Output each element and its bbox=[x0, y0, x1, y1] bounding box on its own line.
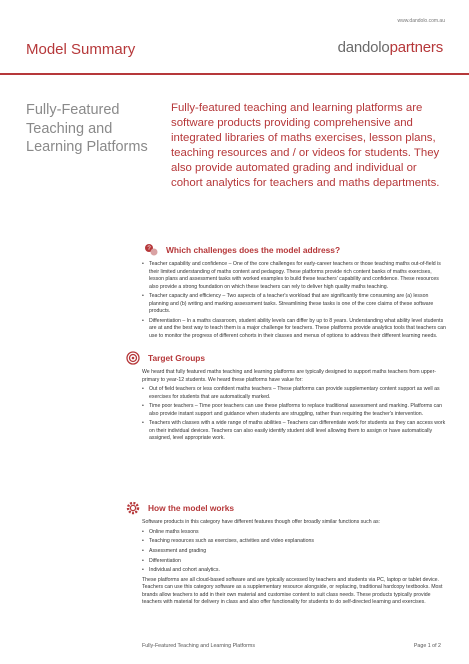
section-paragraph: Software products in this category have different features though offer broadly similar functions such as: bbox=[142, 519, 380, 525]
section-challenges bbox=[142, 242, 447, 343]
target-icon bbox=[124, 350, 142, 366]
section-how-it-works bbox=[142, 500, 447, 609]
list-item: • Time poor teachers – Time poor teachers can use these platforms to replace traditional assessment and marking. Platforms can also provide instant support and guidance when students are struggling, rather than requiring the teacher's intervention. bbox=[142, 403, 447, 418]
bullet-list bbox=[142, 386, 447, 443]
list-item: • Teachers with classes with a wide range of maths abilities – Teachers can differentiate work for students as they can access work on their individual devices. Teachers can also easily identify student skill level allowing them to assign or have automatically assigned, level appropriate work. bbox=[142, 420, 447, 443]
section-title: How the model works bbox=[148, 503, 235, 513]
list-item: • Teacher capability and confidence – One of the core challenges for early-career teachers or those teaching maths out-of-field is their limited understanding of maths content and pedagogy. These platforms provide rich content banks of maths exercises, lesson plans and assessment tasks with worked examples to build these teachers' capability and confidence. These resources also provide a strong foundation on which these teachers can rely to deliver high quality maths teaching. bbox=[142, 261, 447, 291]
footer-doc-title: Fully-Featured Teaching and Learning Platforms bbox=[142, 643, 255, 649]
intro-paragraph: Fully-featured teaching and learning platforms are software products providing comprehensive and integrated libraries of maths exercises, lesson plans, teaching resources and / or videos for students. They also provide automated grading and individual or cohort analytics for teachers and maths departments. bbox=[171, 102, 440, 189]
section-title: Which challenges does the model address? bbox=[166, 245, 341, 255]
list-item: • Online maths lessons bbox=[142, 529, 447, 537]
side-title: Fully-Featured Teaching and Learning Platforms bbox=[26, 102, 148, 155]
svg-text:?: ? bbox=[147, 246, 151, 252]
section-title: Target Groups bbox=[148, 353, 206, 363]
list-item: • Differentiation – In a maths classroom, student ability levels can differ by up to 8 years. Understanding what ability level students are at and the best way to teach them is a major challenge for teachers. These platforms provide analytics tools that teachers can use to monitor the progress of different cohorts in their classes and menus of options to address their different learning needs. bbox=[142, 318, 447, 341]
list-item: • Teaching resources such as exercises, activities and video explanations bbox=[142, 538, 447, 546]
section-header bbox=[124, 500, 447, 516]
list-item: • Assessment and grading bbox=[142, 548, 447, 556]
bullet-list bbox=[142, 529, 447, 575]
section-paragraph: We heard that fully featured maths teaching and learning platforms are typically designed to support maths teachers from upper-primary to year-12 students. We heard these platforms have value for: bbox=[142, 369, 437, 383]
logo-part-2: partners bbox=[389, 39, 443, 56]
section-header bbox=[142, 242, 447, 258]
section-header bbox=[124, 350, 447, 366]
company-logo bbox=[338, 39, 443, 56]
page-number: Page 1 of 2 bbox=[413, 643, 441, 649]
header-divider bbox=[0, 73, 469, 75]
list-item: • Individual and cohort analytics. bbox=[142, 567, 447, 575]
bullet-list bbox=[142, 261, 447, 340]
gear-icon bbox=[124, 500, 142, 516]
list-item: • Out of field teachers or less confident maths teachers – These platforms can provide supplementary content support as well as exercises for students that are automatically marked. bbox=[142, 386, 447, 401]
section-closing-paragraph: These platforms are all cloud-based software and are typically accessed by teachers and students via PC, laptop or tablet device. Teachers can use this category software as a supplementary resource alongside, or replacing, traditional hardcopy textbooks. Most brands allow teachers to add in their own material and customise content to suit class needs. These products typically provide teachers with material for delivery in class and also offer functionality for students to do self-directed learning and exercises. bbox=[142, 576, 443, 606]
website-url[interactable]: www.dandolo.com.au bbox=[397, 18, 445, 24]
section-target-groups bbox=[142, 350, 447, 445]
question-icon bbox=[142, 242, 160, 258]
list-item: • Differentiation bbox=[142, 558, 447, 566]
logo-part-1: dandolo bbox=[337, 39, 390, 56]
page-title: Model Summary bbox=[26, 41, 136, 58]
list-item: • Teacher capacity and efficiency – Two aspects of a teacher's workload that are significantly time consuming are (a) lesson planning and (b) writing and marking assessment tasks. Streamlining these tasks is one of the core claims of these software products. bbox=[142, 293, 447, 316]
